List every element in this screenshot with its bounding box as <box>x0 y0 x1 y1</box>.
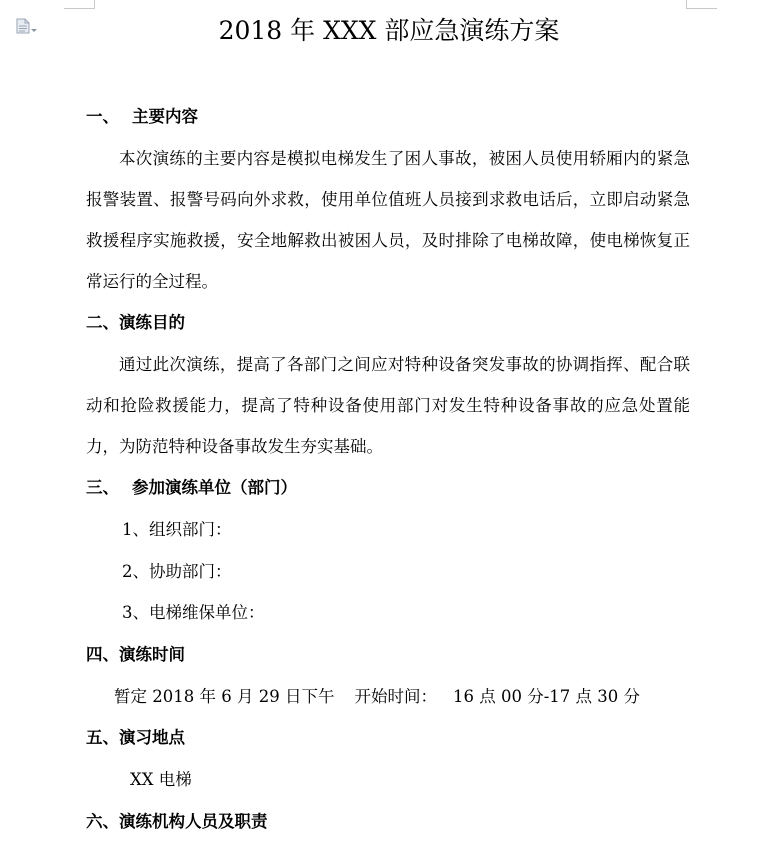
section-heading <box>86 302 706 344</box>
section-number: 二、 <box>86 313 119 332</box>
section-number: 四、 <box>86 644 119 664</box>
list-item: 2、协助部门： <box>122 561 232 581</box>
margin-marker-right <box>686 0 717 9</box>
drill-location: XX 电梯 <box>130 770 192 789</box>
section-title: 演习地点 <box>119 728 185 747</box>
margin-marker-left <box>64 0 95 9</box>
section-title: 演练时间 <box>119 644 185 664</box>
section-title: 参加演练单位（部门） <box>132 478 297 497</box>
section-number: 六、 <box>86 811 119 831</box>
start-time-label: 开始时间： <box>354 686 437 706</box>
list-item: 1、组织部门： <box>122 520 232 539</box>
document-body <box>86 96 706 843</box>
section-heading <box>86 96 706 138</box>
section-heading <box>86 717 706 759</box>
drill-date: 暂定 2018 年 6 月 29 日下午 <box>114 686 335 706</box>
time-range: 16 点 00 分-17 点 30 分 <box>452 686 640 706</box>
section-heading <box>86 467 706 509</box>
section-heading <box>86 634 706 676</box>
section-paragraph: 通过此次演练，提高了各部门之间应对特种设备突发事故的协调指挥、配合联动和抢险救援能力，提高了特种设备使用部门对发生特种设备事故的应急处置能力，为防范特种设备事故发生夯实基础。 <box>86 355 690 456</box>
section-number: 一、 <box>86 107 119 126</box>
section-heading <box>86 801 706 843</box>
section-title: 演练目的 <box>119 313 185 332</box>
section-number: 五、 <box>86 728 119 747</box>
drill-time <box>86 676 706 718</box>
list-item: 3、电梯维保单位： <box>122 603 265 622</box>
section-title: 演练机构人员及职责 <box>119 811 268 831</box>
section-title: 主要内容 <box>132 107 198 126</box>
section-number: 三、 <box>86 478 119 497</box>
document-title: 2018 年 XXX 部应急演练方案 <box>218 16 560 45</box>
section-paragraph: 本次演练的主要内容是模拟电梯发生了困人事故，被困人员使用轿厢内的紧急报警装置、报警号码向外求救，使用单位值班人员接到求救电话后，立即启动紧急救援程序实施救援，安全地解救出被困人员，及时排除了电梯故障，使电梯恢复正常运行的全过程。 <box>86 149 690 291</box>
